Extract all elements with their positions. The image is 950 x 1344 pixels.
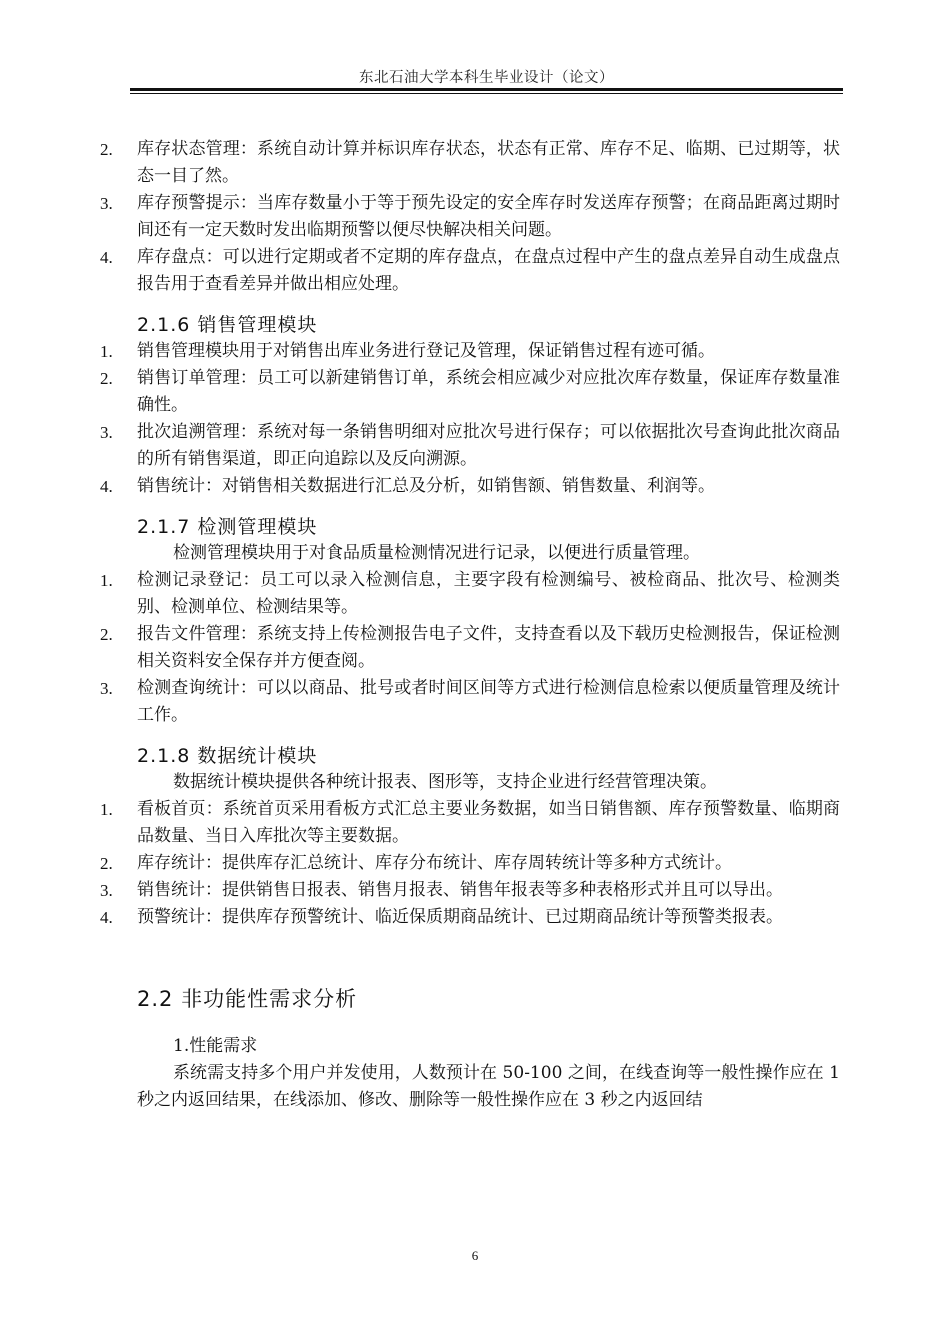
header-rule-thick [130, 88, 843, 91]
list-text: 库存盘点：可以进行定期或者不定期的库存盘点，在盘点过程中产生的盘点差异自动生成盘点报告用于查看差异并做出相应处理。 [137, 247, 840, 294]
section-heading-2-1-8: 2.1.8 数据统计模块 [137, 745, 318, 767]
list-number: 2. [100, 854, 113, 873]
section-intro: 数据统计模块提供各种统计报表、图形等，支持企业进行经营管理决策。 [173, 772, 717, 792]
list-text: 看板首页：系统首页采用看板方式汇总主要业务数据，如当日销售额、库存预警数量、临期商品数量、当日入库批次等主要数据。 [137, 799, 840, 846]
list-text: 检测记录登记：员工可以录入检测信息，主要字段有检测编号、被检商品、批次号、检测类别、检测单位、检测结果等。 [137, 570, 840, 617]
section-heading-2-1-7: 2.1.7 检测管理模块 [137, 516, 318, 538]
list-text: 销售管理模块用于对销售出库业务进行登记及管理，保证销售过程有迹可循。 [137, 341, 715, 361]
list-item [100, 567, 840, 621]
list-text: 销售统计：提供销售日报表、销售月报表、销售年报表等多种表格形式并且可以导出。 [137, 880, 783, 900]
list-text: 检测查询统计：可以以商品、批号或者时间区间等方式进行检测信息检索以便质量管理及统计工作。 [137, 678, 840, 725]
list-item [100, 675, 840, 729]
sales-list [100, 338, 840, 500]
list-item [100, 419, 840, 473]
page-number: 6 [471, 1248, 479, 1263]
list-item [100, 877, 840, 904]
header-rule-thin [130, 93, 843, 94]
list-number: 1. [100, 800, 113, 819]
list-number: 2. [100, 369, 113, 388]
list-item [100, 136, 840, 190]
section-heading-2-1-6: 2.1.6 销售管理模块 [137, 314, 318, 336]
list-item [100, 473, 840, 500]
statistics-list [100, 796, 840, 931]
list-text: 报告文件管理：系统支持上传检测报告电子文件，支持查看以及下载历史检测报告，保证检测相关资料安全保存并方便查阅。 [137, 624, 840, 671]
list-text: 库存统计：提供库存汇总统计、库存分布统计、库存周转统计等多种方式统计。 [137, 853, 732, 873]
list-number: 4. [100, 908, 113, 927]
list-item [100, 621, 840, 675]
list-text: 销售订单管理：员工可以新建销售订单，系统会相应减少对应批次库存数量，保证库存数量准确性。 [137, 368, 840, 415]
inspection-list [100, 567, 840, 729]
list-text: 库存状态管理：系统自动计算并标识库存状态，状态有正常、库存不足、临期、已过期等，状态一目了然。 [137, 139, 840, 186]
list-item [100, 338, 840, 365]
page-body [100, 136, 840, 1114]
list-text: 库存预警提示：当库存数量小于等于预先设定的安全库存时发送库存预警；在商品距离过期时间还有一定天数时发出临期预警以便尽快解决相关问题。 [137, 193, 840, 240]
list-text: 销售统计：对销售相关数据进行汇总及分析，如销售额、销售数量、利润等。 [137, 476, 715, 496]
list-item [100, 904, 840, 931]
inventory-list [100, 136, 840, 298]
list-item [100, 850, 840, 877]
list-number: 3. [100, 881, 113, 900]
list-number: 2. [100, 140, 113, 159]
running-header: 东北石油大学本科生毕业设计（论文） [359, 70, 614, 86]
list-item [100, 244, 840, 298]
list-text: 预警统计：提供库存预警统计、临近保质期商品统计、已过期商品统计等预警类报表。 [137, 907, 783, 927]
list-number: 3. [100, 679, 113, 698]
list-item [100, 796, 840, 850]
list-number: 1. [100, 342, 113, 361]
list-item [100, 190, 840, 244]
section-heading-2-2: 2.2 非功能性需求分析 [137, 987, 358, 1011]
list-text: 批次追溯管理：系统对每一条销售明细对应批次号进行保存；可以依据批次号查询此批次商品的所有销售渠道，即正向追踪以及反向溯源。 [137, 422, 840, 469]
list-number: 1. [100, 571, 113, 590]
list-number: 3. [100, 423, 113, 442]
subheading-performance: 1.性能需求 [173, 1036, 258, 1056]
list-item [100, 365, 840, 419]
list-number: 4. [100, 248, 113, 267]
section-intro: 检测管理模块用于对食品质量检测情况进行记录，以便进行质量管理。 [173, 543, 700, 563]
list-number: 2. [100, 625, 113, 644]
list-number: 3. [100, 194, 113, 213]
performance-paragraph: 系统需支持多个用户并发使用，人数预计在 50-100 之间，在线查询等一般性操作应在 1 秒之内返回结果，在线添加、修改、删除等一般性操作应在 3 秒之内返回结 [137, 1063, 840, 1110]
list-number: 4. [100, 477, 113, 496]
